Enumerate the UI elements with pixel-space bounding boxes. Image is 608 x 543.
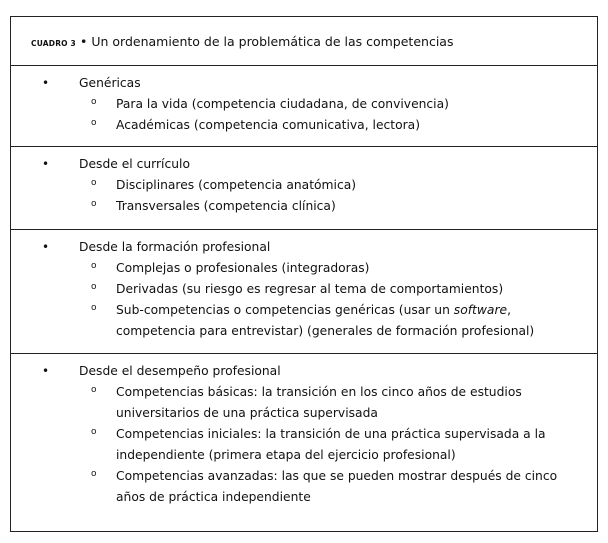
bullet-icon: • [42,364,50,378]
list-item: o Competencias avanzadas: las que se pueden mostrar después de cinco años de práctica independiente [11,466,597,508]
section-row [11,146,597,229]
section-label: Desde el currículo [79,157,190,171]
circle-bullet-icon: o [91,118,97,128]
section-label: Desde la formación profesional [79,240,271,254]
circle-bullet-icon: o [91,282,97,292]
title-separator: • [79,34,88,49]
list-item: o Transversales (competencia clínica) [11,196,597,217]
section-label: Genéricas [79,76,141,90]
circle-bullet-icon: o [91,97,97,107]
table-title [31,34,453,49]
list-item: o Disciplinares (competencia anatómica) [11,175,597,196]
bullet-icon: • [42,76,50,90]
section-row [11,65,597,146]
circle-bullet-icon: o [91,469,97,479]
circle-bullet-icon: o [91,427,97,437]
circle-bullet-icon: o [91,261,97,271]
table-tag: CUADRO 3 [31,39,76,48]
table-box [10,16,598,532]
section-row [11,229,597,353]
bullet-icon: • [42,157,50,171]
list-item: o Para la vida (competencia ciudadana, de convivencia) [11,94,597,115]
circle-bullet-icon: o [91,178,97,188]
table-header [11,17,597,65]
list-item: o Derivadas (su riesgo es regresar al tema de comportamientos) [11,279,597,300]
bullet-icon: • [42,240,50,254]
section-label: Desde el desempeño profesional [79,364,281,378]
list-item: o Académicas (competencia comunicativa, lectora) [11,115,597,136]
list-item: o Sub-competencias o competencias genéricas (usar un software, competencia para entrevistar) (generales de formación profesional) [11,300,597,342]
circle-bullet-icon: o [91,303,97,313]
circle-bullet-icon: o [91,385,97,395]
list-item: o Complejas o profesionales (integradoras) [11,258,597,279]
circle-bullet-icon: o [91,199,97,209]
list-item: o Competencias iniciales: la transición de una práctica supervisada a la independiente (primera etapa del ejercicio profesional) [11,424,597,466]
list-item: o Competencias básicas: la transición en los cinco años de estudios universitarios de una práctica supervisada [11,382,597,424]
section-row [11,353,597,533]
title-text: Un ordenamiento de la problemática de las competencias [91,34,454,49]
